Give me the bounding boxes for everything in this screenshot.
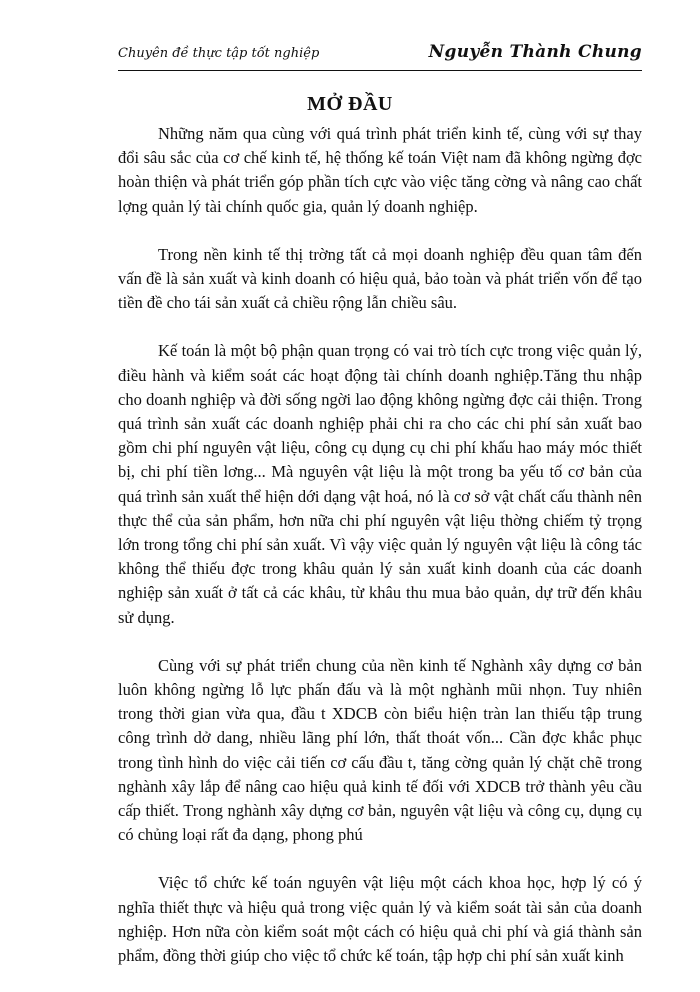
- header-author: Nguyễn Thành Chung: [428, 42, 642, 62]
- header-document-type: Chuyên đề thực tập tốt nghiệp: [118, 46, 320, 61]
- page-header: [118, 40, 642, 71]
- paragraph-5: Việc tổ chức kế toán nguyên vật liệu một cách khoa học, hợp lý có ý nghĩa thiết thực và hiệu quả trong việc quản lý và kiểm soát tài sản của doanh nghiệp. Hơn nữa còn kiểm soát một cách có hiệu quả chi phí và giá thành sản phẩm, đồng thời giúp cho việc tổ chức kế toán, tập hợp chi phí sản xuất kinh: [118, 873, 642, 966]
- paragraph-3: Kế toán là một bộ phận quan trọng có vai trò tích cực trong việc quản lý, điều hành và kiểm soát các hoạt động tài chính doanh nghiệp.Tăng thu nhập cho doanh nghiệp và đời sống ngời lao động không ngừng đợc cải thiện. Trong quá trình sản xuất các doanh nghiệp phải chi ra cho các chi phí sản xuất bao gồm chi phí nguyên vật liệu, công cụ dụng cụ chi phí khấu hao máy móc thiết bị, chi phí tiền lơng... Mà nguyên vật liệu là một trong ba yếu tố cơ bản của quá trình sản xuất thể hiện dới dạng vật hoá, nó là cơ sở vật chất cấu thành nên thực thể của sản phẩm, hơn nữa chi phí nguyên vật liệu thờng chiếm tỷ trọng lớn trong tổng chi phí sản xuất. Vì vậy việc quản lý nguyên vật liệu là công tác không thể thiếu đợc trong khâu quản lý sản xuất kinh doanh của các doanh nghiệp sản xuất ở tất cả các khâu, từ khâu thu mua bảo quản, dự trữ đến khâu sử dụng.: [118, 341, 642, 627]
- page-title: MỞ ĐẦU: [307, 93, 393, 115]
- document-body: [118, 122, 642, 992]
- paragraph-1: Những năm qua cùng với quá trình phát triển kinh tế, cùng với sự thay đổi sâu sắc của cơ chế kinh tế, hệ thống kế toán Việt nam đã không ngừng đợc hoàn thiện và phát triển góp phần tích cực vào việc tăng cờng và nâng cao chất lợng quản lý tài chính quốc gia, quản lý doanh nghiệp.: [118, 124, 642, 216]
- paragraph-4: Cùng với sự phát triển chung của nền kinh tế Nghành xây dựng cơ bản luôn không ngừng lỗ lực phấn đấu và là một nghành mũi nhọn. Tuy nhiên trong thời gian vừa qua, đầu t XDCB còn biểu hiện tràn lan thiếu tập trung công trình dở dang, nhiều lãng phí lớn, thất thoát vốn... Cần đợc khắc phục trong tình hình do việc cải tiến cơ cấu đầu t, tăng cờng quản lý chặt chẽ trong nghành xây lắp để nâng cao hiệu quả kinh tế đối với XDCB trở thành yêu cầu cấp thiết. Trong nghành xây dựng cơ bản, nguyên vật liệu và công cụ, dụng cụ có chủng loại rất đa dạng, phong phú: [118, 655, 642, 845]
- paragraph-2: Trong nền kinh tế thị trờng tất cả mọi doanh nghiệp đều quan tâm đến vấn đề là sản xuất và kinh doanh có hiệu quả, bảo toàn và phát triển vốn để tạo tiền đề cho tái sản xuất cả chiều rộng lẫn chiều sâu.: [118, 244, 642, 313]
